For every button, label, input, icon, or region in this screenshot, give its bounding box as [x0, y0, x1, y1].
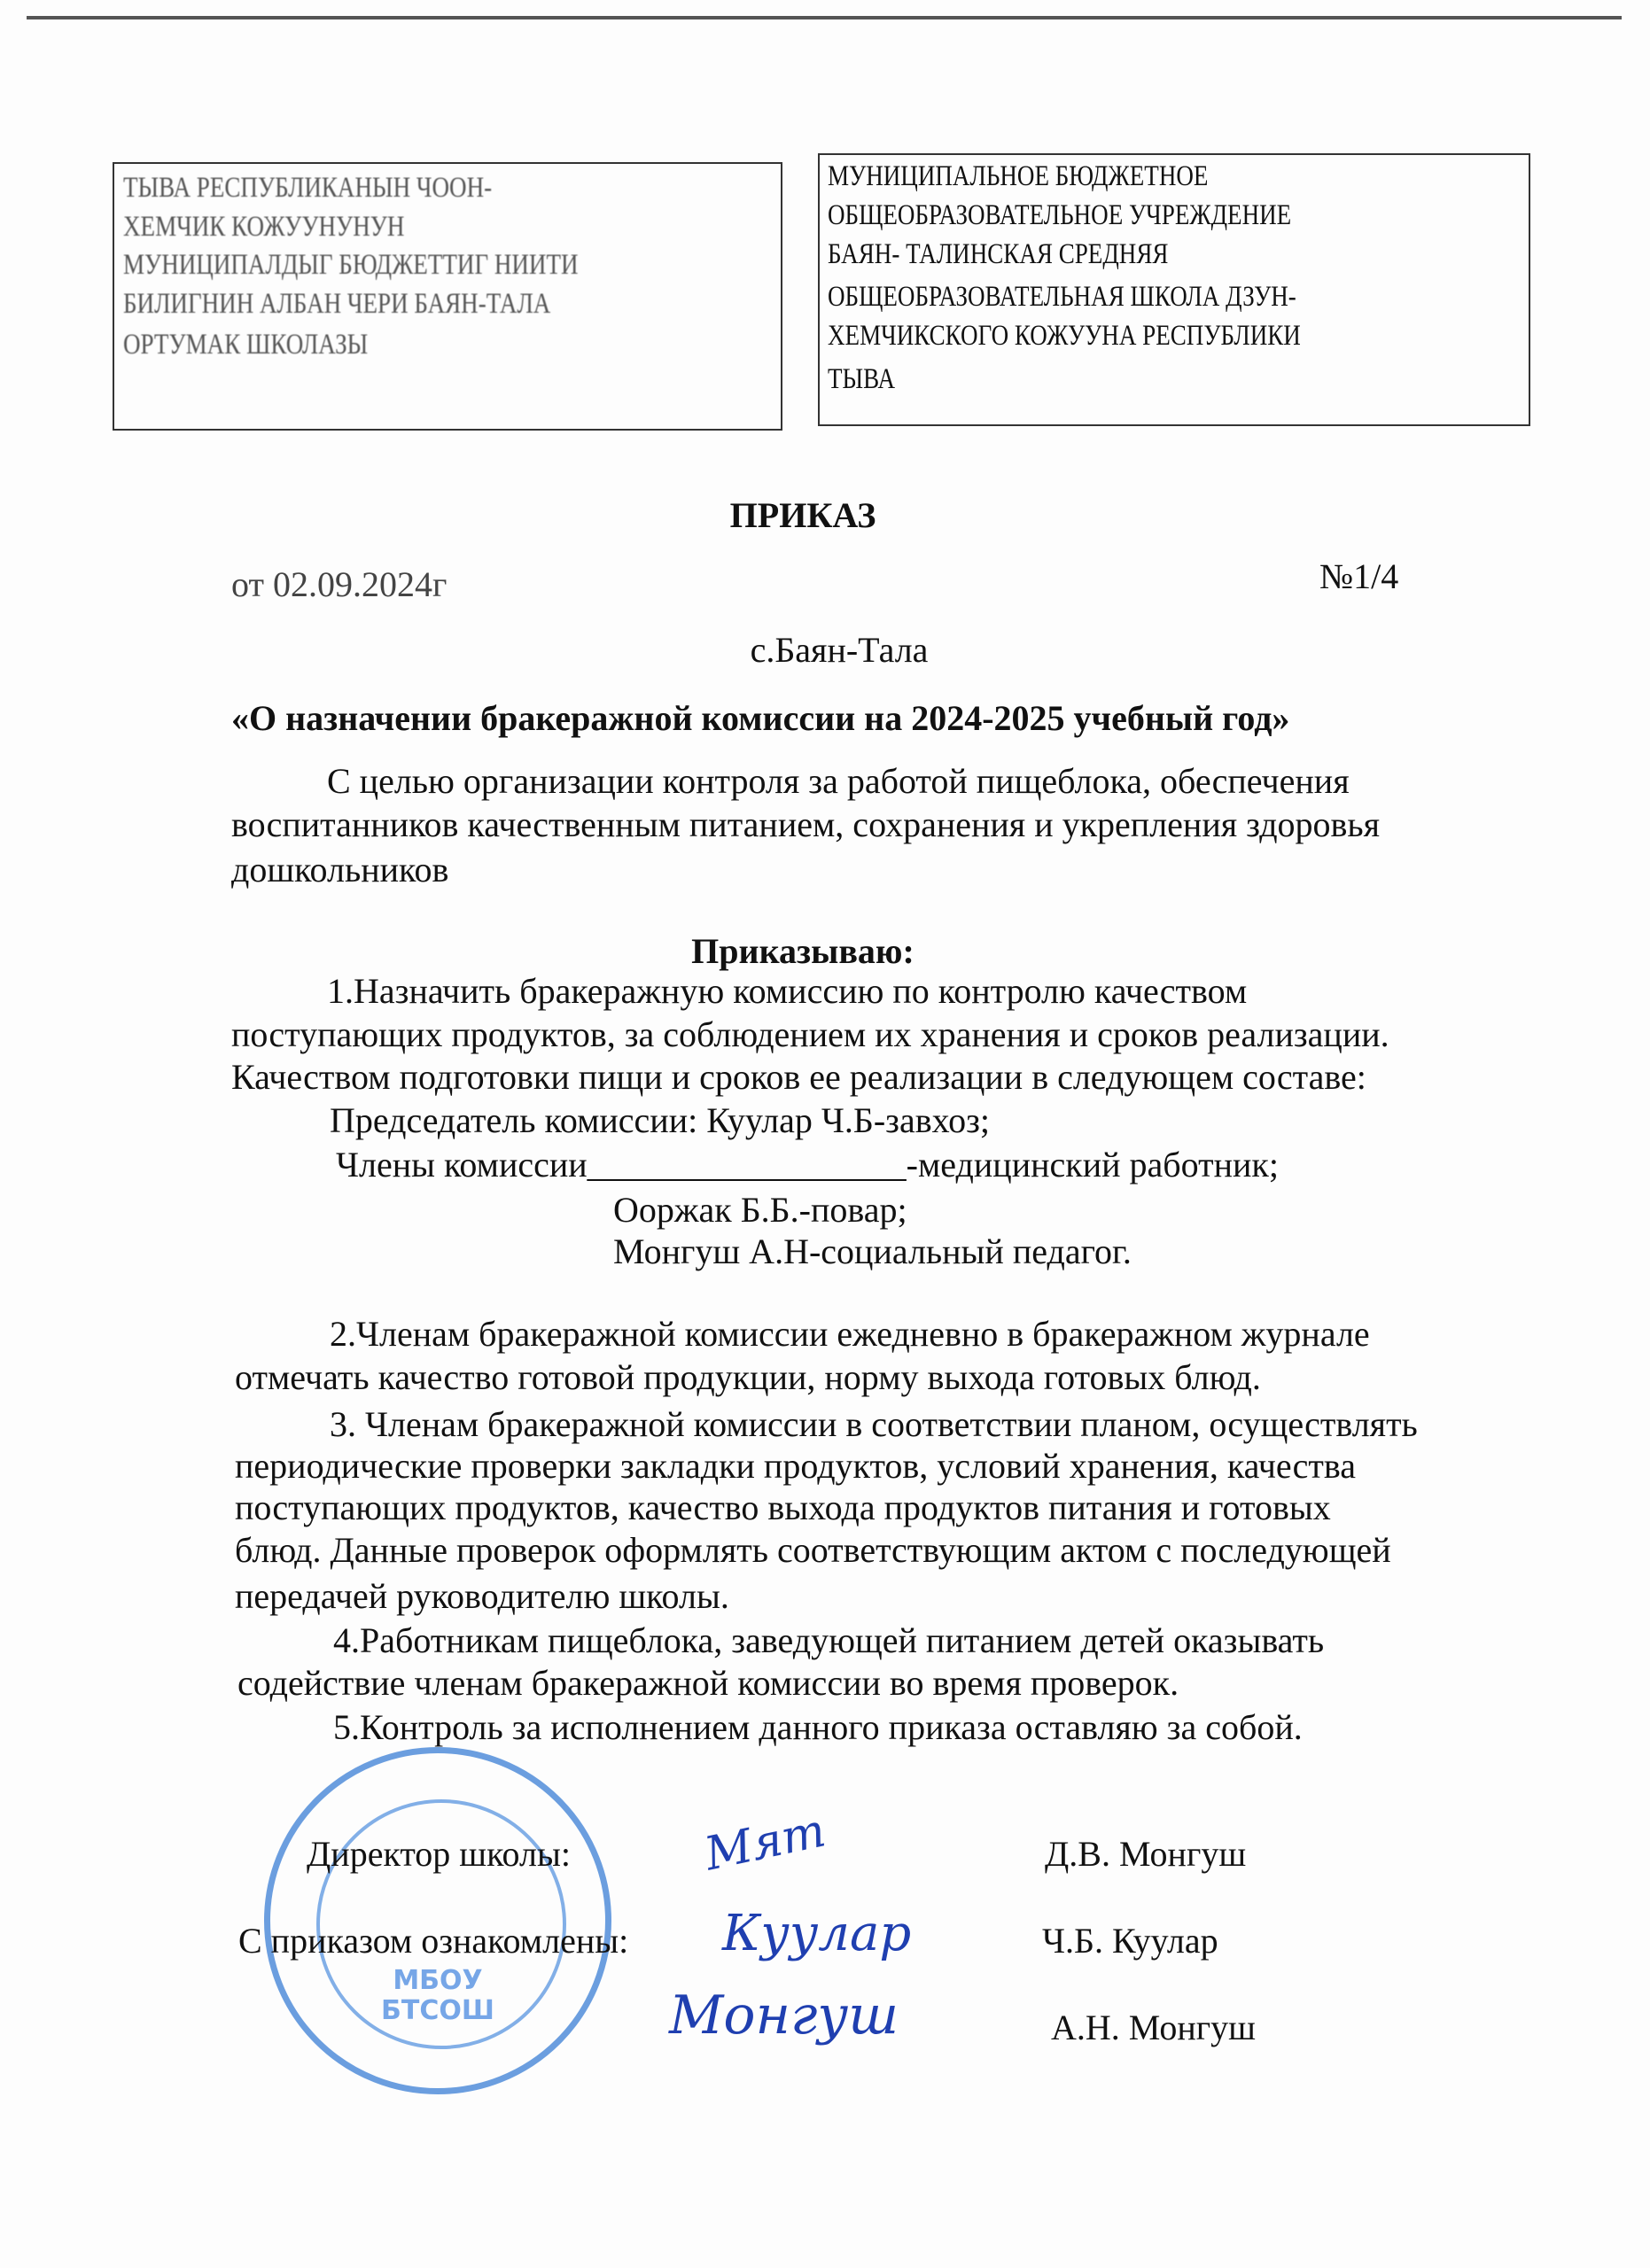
header-left-line: МУНИЦИПАЛДЫГ БЮДЖЕТТИГ НИИТИ [123, 249, 579, 281]
body-line: Члены комиссии__________________-медицинский работник; [336, 1145, 1279, 1184]
acquainted-name: А.Н. Монгуш [1051, 2008, 1256, 2047]
scan-edge-line [27, 16, 1622, 19]
body-line: передачей руководителю школы. [235, 1576, 729, 1616]
body-line: отмечать качество готовой продукции, норму выхода готовых блюд. [235, 1357, 1261, 1397]
body-line: поступающих продуктов, за соблюдением их хранения и сроков реализации. [231, 1014, 1389, 1054]
body-line: Качеством подготовки пищи и сроков ее реализации в следующем составе: [231, 1057, 1366, 1097]
body-line: периодические проверки закладки продуктов, условий хранения, качества [235, 1446, 1357, 1486]
order-heading: ПРИКАЗ [729, 495, 876, 535]
body-line: Монгуш А.Н-социальный педагог. [613, 1231, 1132, 1271]
header-left-line: ХЕМЧИК КОЖУУНУНУН [123, 211, 405, 243]
order-date: от 02.09.2024г [231, 564, 448, 604]
acquainted-label: С приказом ознакомлены: [238, 1921, 629, 1961]
header-right-line: ОБЩЕОБРАЗОВАТЕЛЬНОЕ УЧРЕЖДЕНИЕ [828, 199, 1292, 231]
stamp-label: МБОУ БТСОШ [381, 1965, 494, 2026]
body-line: дошкольников [231, 850, 449, 889]
header-right-line: ОБЩЕОБРАЗОВАТЕЛЬНАЯ ШКОЛА ДЗУН- [828, 281, 1296, 313]
body-line: С целью организации контроля за работой пищеблока, обеспечения [327, 761, 1350, 801]
order-place: с.Баян-Тала [750, 630, 929, 670]
header-right-line: БАЯН- ТАЛИНСКАЯ СРЕДНЯЯ [828, 238, 1169, 270]
body-line: воспитанников качественным питанием, сохранения и укрепления здоровья [231, 804, 1381, 844]
director-signature: Мят [700, 1804, 830, 1882]
body-line: 1.Назначить бракеражную комиссию по контролю качеством [327, 971, 1248, 1011]
body-line: 5.Контроль за исполнением данного приказа оставляю за собой. [333, 1707, 1303, 1747]
body-line: блюд. Данные проверок оформлять соответствующим актом с последующей [235, 1530, 1391, 1570]
mongush-signature: Монгуш [669, 1984, 899, 2047]
header-right-line: ТЫВА [828, 363, 896, 395]
acquainted-name: Ч.Б. Куулар [1042, 1921, 1218, 1961]
director-label: Директор школы: [307, 1834, 571, 1874]
body-line: 4.Работникам пищеблока, заведующей питанием детей оказывать [333, 1620, 1325, 1660]
body-line: Председатель комиссии: Куулар Ч.Б-завхоз; [330, 1100, 990, 1140]
header-left-line: ОРТУМАК ШКОЛАЗЫ [123, 329, 369, 361]
body-line: поступающих продуктов, качество выхода продуктов питания и готовых [235, 1487, 1331, 1527]
header-left-line: ТЫВА РЕСПУБЛИКАНЫН ЧООН- [123, 172, 493, 204]
order-number: №1/4 [1319, 556, 1399, 596]
body-line: 3. Членам бракеражной комиссии в соответствии планом, осуществлять [330, 1404, 1418, 1444]
order-directive: Приказываю: [691, 931, 915, 971]
body-line: содействие членам бракеражной комиссии во время проверок. [237, 1663, 1179, 1703]
body-line: 2.Членам бракеражной комиссии ежедневно в бракеражном журнале [330, 1314, 1370, 1354]
header-right-line: ХЕМЧИКСКОГО КОЖУУНА РЕСПУБЛИКИ [828, 320, 1301, 352]
order-title: «О назначении бракеражной комиссии на 2024-2025 учебный год» [231, 698, 1290, 738]
kuular-signature: Куулар [722, 1905, 912, 1962]
director-name: Д.В. Монгуш [1045, 1834, 1247, 1874]
header-left-line: БИЛИГНИН АЛБАН ЧЕРИ БАЯН-ТАЛА [123, 288, 551, 320]
body-line: Ооржак Б.Б.-повар; [613, 1190, 907, 1230]
header-right-line: МУНИЦИПАЛЬНОЕ БЮДЖЕТНОЕ [828, 160, 1209, 192]
